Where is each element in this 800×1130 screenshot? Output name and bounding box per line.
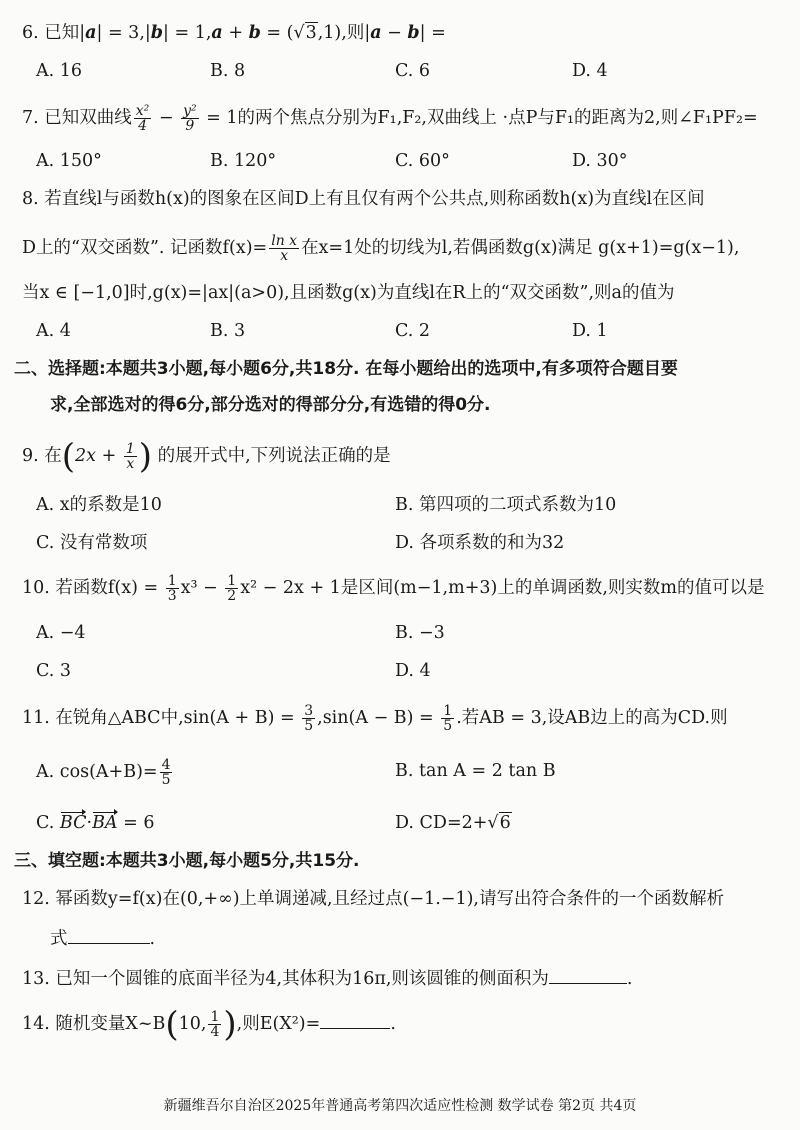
q12-stem-line1: 12. 幂函数y=f(x)在(0,+∞)上单调递减,且经过点(−1.−1),请写出符合条件的一个函数解析 [22, 889, 724, 909]
section-2-heading-line1: 二、选择题:本题共3小题,每小题6分,共18分. 在每小题给出的选项中,有多项符合题目要 [14, 359, 678, 379]
q11-stem: 11. 在锐角△ABC中,sin(A + B) = $\frac{3}{5}$ ,sin(A − B) = $\frac{1}{5}$ .若AB = 3,设AB边上的高为CD.则 [22, 703, 728, 734]
q6-option-d: D. 4 [572, 61, 608, 81]
q10-option-a: A. −4 [36, 623, 86, 643]
q8-stem-line1: 8. 若直线l与函数h(x)的图象在区间D上有且仅有两个公共点,则称函数h(x)为直线l在区间 [22, 189, 705, 209]
q8-option-b: B. 3 [210, 321, 246, 341]
q10-option-d: D. 4 [395, 661, 431, 681]
section-3-heading: 三、填空题:本题共3小题,每小题5分,共15分. [14, 851, 360, 871]
q9-option-a: A. x的系数是10 [36, 495, 162, 515]
q13-answer-blank[interactable] [549, 967, 627, 984]
q14-fraction: $\frac{1}{4}$ [210, 1009, 220, 1040]
q6-option-a: A. 16 [36, 61, 83, 81]
q11-option-b: B. tan A = 2 tan B [395, 761, 556, 781]
vector-ba: BA [92, 810, 118, 836]
q11-option-c: C. BC·BA = 6 [36, 810, 155, 836]
q7-fraction-y: $\frac{\text{y²}}{9}$ [183, 103, 197, 134]
q11-option-d: D. CD=2+√6 [395, 813, 511, 833]
q7-option-a: A. 150° [36, 151, 102, 171]
q6-stem: 6. 已知|a| = 3,|b| = 1,a + b = (√3,1),则|a − b| = [22, 23, 446, 43]
q10-fraction-2: $\frac{1}{2}$ [227, 573, 237, 604]
q8-stem-line2: D上的“双交函数”. 记函数f(x)= $\frac{\text{ln x}}{x}$ 在x=1处的切线为l,若偶函数g(x)满足 g(x+1)=g(x−1), [22, 233, 740, 264]
q11-option-a-fraction: $\frac{4}{5}$ [161, 757, 171, 788]
q10-option-c: C. 3 [36, 661, 72, 681]
q8-option-c: C. 2 [395, 321, 431, 341]
q8-option-d: D. 1 [572, 321, 608, 341]
q9-option-b: B. 第四项的二项式系数为10 [395, 495, 617, 515]
q6-option-b: B. 8 [210, 61, 246, 81]
q13-stem: 13. 已知一个圆锥的底面半径为4,其体积为16π,则该圆锥的侧面积为 . [22, 969, 633, 989]
q14-stem: 14. 随机变量X~B(10, $\frac{1}{4}$ ),则E(X²)= . [22, 1004, 396, 1045]
q7-option-d: D. 30° [572, 151, 628, 171]
q10-option-b: B. −3 [395, 623, 445, 643]
q12-answer-blank[interactable] [68, 927, 150, 944]
q11-fraction-2: $\frac{1}{5}$ [443, 703, 453, 734]
q9-option-d: D. 各项系数的和为32 [395, 533, 565, 553]
vector-bc: BC [60, 810, 87, 836]
q8-fraction: $\frac{\text{ln x}}{x}$ [271, 233, 298, 264]
q6-option-c: C. 6 [395, 61, 431, 81]
q9-fraction: $\frac{1}{x}$ [125, 441, 135, 472]
q12-stem-line2: 式 . [50, 929, 156, 949]
q7-option-c: C. 60° [395, 151, 450, 171]
q7-option-b: B. 120° [210, 151, 277, 171]
section-2-heading-line2: 求,全部选对的得6分,部分选对的得部分分,有选错的得0分. [50, 395, 491, 415]
q11-option-a: A. cos(A+B)= $\frac{4}{5}$ [36, 757, 171, 788]
q11-fraction-1: $\frac{3}{5}$ [304, 703, 314, 734]
page-footer: 新疆维吾尔自治区2025年普通高考第四次适应性检测 数学试卷 第2页 共4页 [163, 1098, 637, 1114]
q9-stem: 9. 在(2x + $\frac{1}{x}$ ) 的展开式中,下列说法正确的是 [22, 436, 391, 477]
q9-option-c: C. 没有常数项 [36, 533, 148, 553]
q7-fraction-x: $\frac{\text{x²}}{4}$ [135, 103, 150, 134]
q7-stem: 7. 已知双曲线 $\frac{\text{x²}}{4}$ − $\frac{\text{y²}}{9}$ = 1的两个焦点分别为F₁,F₂,双曲线上 ·点P与F₁的距离为2,则∠F₁PF₂= [22, 103, 758, 134]
q8-option-a: A. 4 [36, 321, 71, 341]
q8-stem-line3: 当x ∈ [−1,0]时,g(x)=|ax|(a>0),且函数g(x)为直线l在R上的“双交函数”,则a的值为 [22, 283, 675, 303]
q10-fraction-1: $\frac{1}{3}$ [167, 573, 177, 604]
q14-answer-blank[interactable] [320, 1012, 390, 1029]
q10-stem: 10. 若函数f(x) = $\frac{1}{3}$ x³ − $\frac{1}{2}$ x² − 2x + 1是区间(m−1,m+3)上的单调函数,则实数m的值可以是 [22, 573, 765, 604]
